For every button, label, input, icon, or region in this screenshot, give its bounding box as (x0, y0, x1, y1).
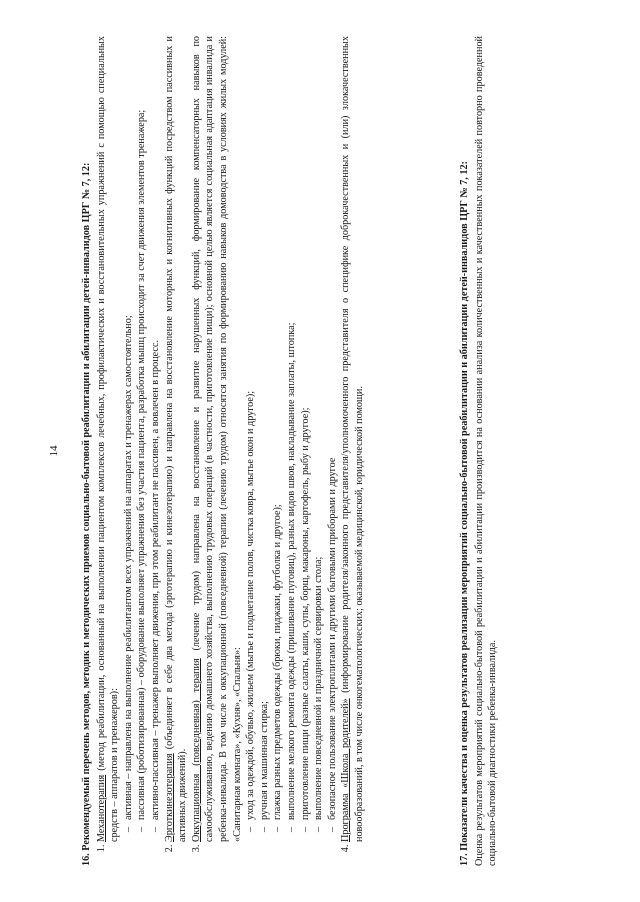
method-term: Программа «Школа родителей» (340, 698, 352, 842)
method-description: (объединяет в себе два метода (эрготерапию и кинезотерапию) и направлена на восстановление моторных и когнитивных функций посредством пассивных и активных движений). (163, 36, 189, 842)
method-subitem: – глажка разных предметов одежды (брюки, пиджаки, футболка и другое); (271, 36, 285, 832)
method-term: Оккупационная (повседневная) терапия (190, 658, 202, 842)
method-subitem: – активно-пассивная – тренажер выполняет движения, при этом реабилитант не пассивен, а вовлечен в процесс. (149, 36, 163, 832)
section-17-text: Оценка результатов мероприятий социально-бытовой реабилитации и абилитации производится на основании анализа количественных и качественных показателей повторно проведенной социально-бытовой диагностики ребенка-инвалида. (473, 36, 499, 866)
method-description: (метод реабилитации, основанный на выполнении пациентом комплексов лечебных, профилактических и восстановительных упражнений с помощью специальных средств – аппаратов и тренажеров): (95, 36, 121, 842)
method-item (163, 36, 190, 842)
method-subitem: – пассивная (роботизированная) – оборудование выполняет упражнения без участия пациента, разработка мышц происходит за счет движения элементов тренажера; (135, 36, 149, 832)
method-subitem: – уход за одеждой, обувью, жильем (мытье и подметание полов, чистка ковра, мытье окон и другое); (244, 36, 258, 832)
section-17 (458, 36, 500, 866)
method-item (95, 36, 163, 842)
method-term: Механотерапия (95, 774, 107, 842)
method-item (339, 36, 366, 842)
method-subitems (244, 36, 339, 842)
method-description: (информирование родителя/законного представителя/уполномоченного представителя о специфике доброкачественных и (или) злокачественных новообразований, в том числе онкогематологических; оказываемой медицинской, юридической помощи. (340, 36, 365, 842)
method-subitem: – приготовление пищи (разные салаты, каши, супы, борщ, макароны, картофель, рыбу и другое); (299, 36, 313, 832)
section-17-heading: 17. Показатели качества и оценка результатов реализации мероприятий социально-бытовой реабилитации и абилитации детей-инвалидов ЦРГ № 7, 12: (459, 161, 470, 866)
method-item (190, 36, 340, 842)
method-subitem: – выполнение повседневной и праздничной сервировки стола; (312, 36, 326, 832)
method-description: (лечение трудом) направлена на восстановление и развитие нарушенных функций, формирование компенсаторных навыков по самообслуживанию, ведению домашнего хозяйства, выполнению трудовых операций (в частности, приготовление пищи); основной целью является социальная адаптация инвалида и ребенка-инвалида. В том числе к оккупационной (повседневной) терапии (лечению трудом) относятся занятия по формированию навыков домоводства в условиях жилых модулей: «Санитарная комната», «Кухня», «Спальня»: (190, 36, 243, 842)
method-subitem: – выполнение мелкого ремонта одежды (пришивание пуговиц), разных видов швов, накладывание заплаты, штопка; (285, 36, 299, 832)
rotated-content (42, 36, 602, 866)
methods-list (95, 36, 367, 866)
method-subitems (122, 36, 163, 842)
method-subitem: – активная – направлена на выполнение реабилитантом всех упражнений на аппаратах и тренажерах самостоятельно; (122, 36, 136, 832)
method-term: Эрготкинезотерапия (163, 753, 175, 842)
method-subitem: – безопасное пользование электроплитами и другими бытовыми приборами и другое (326, 36, 340, 832)
section-16-heading: 16. Рекомендуемый перечень методов, методик и методических приемов социально-бытовой реабилитации и абилитации детей-инвалидов ЦРГ № 7, 12: (81, 162, 92, 866)
method-subitem: – ручная и машинная стирка; (258, 36, 272, 832)
section-16 (80, 36, 366, 866)
page-number: 14 (48, 445, 60, 457)
